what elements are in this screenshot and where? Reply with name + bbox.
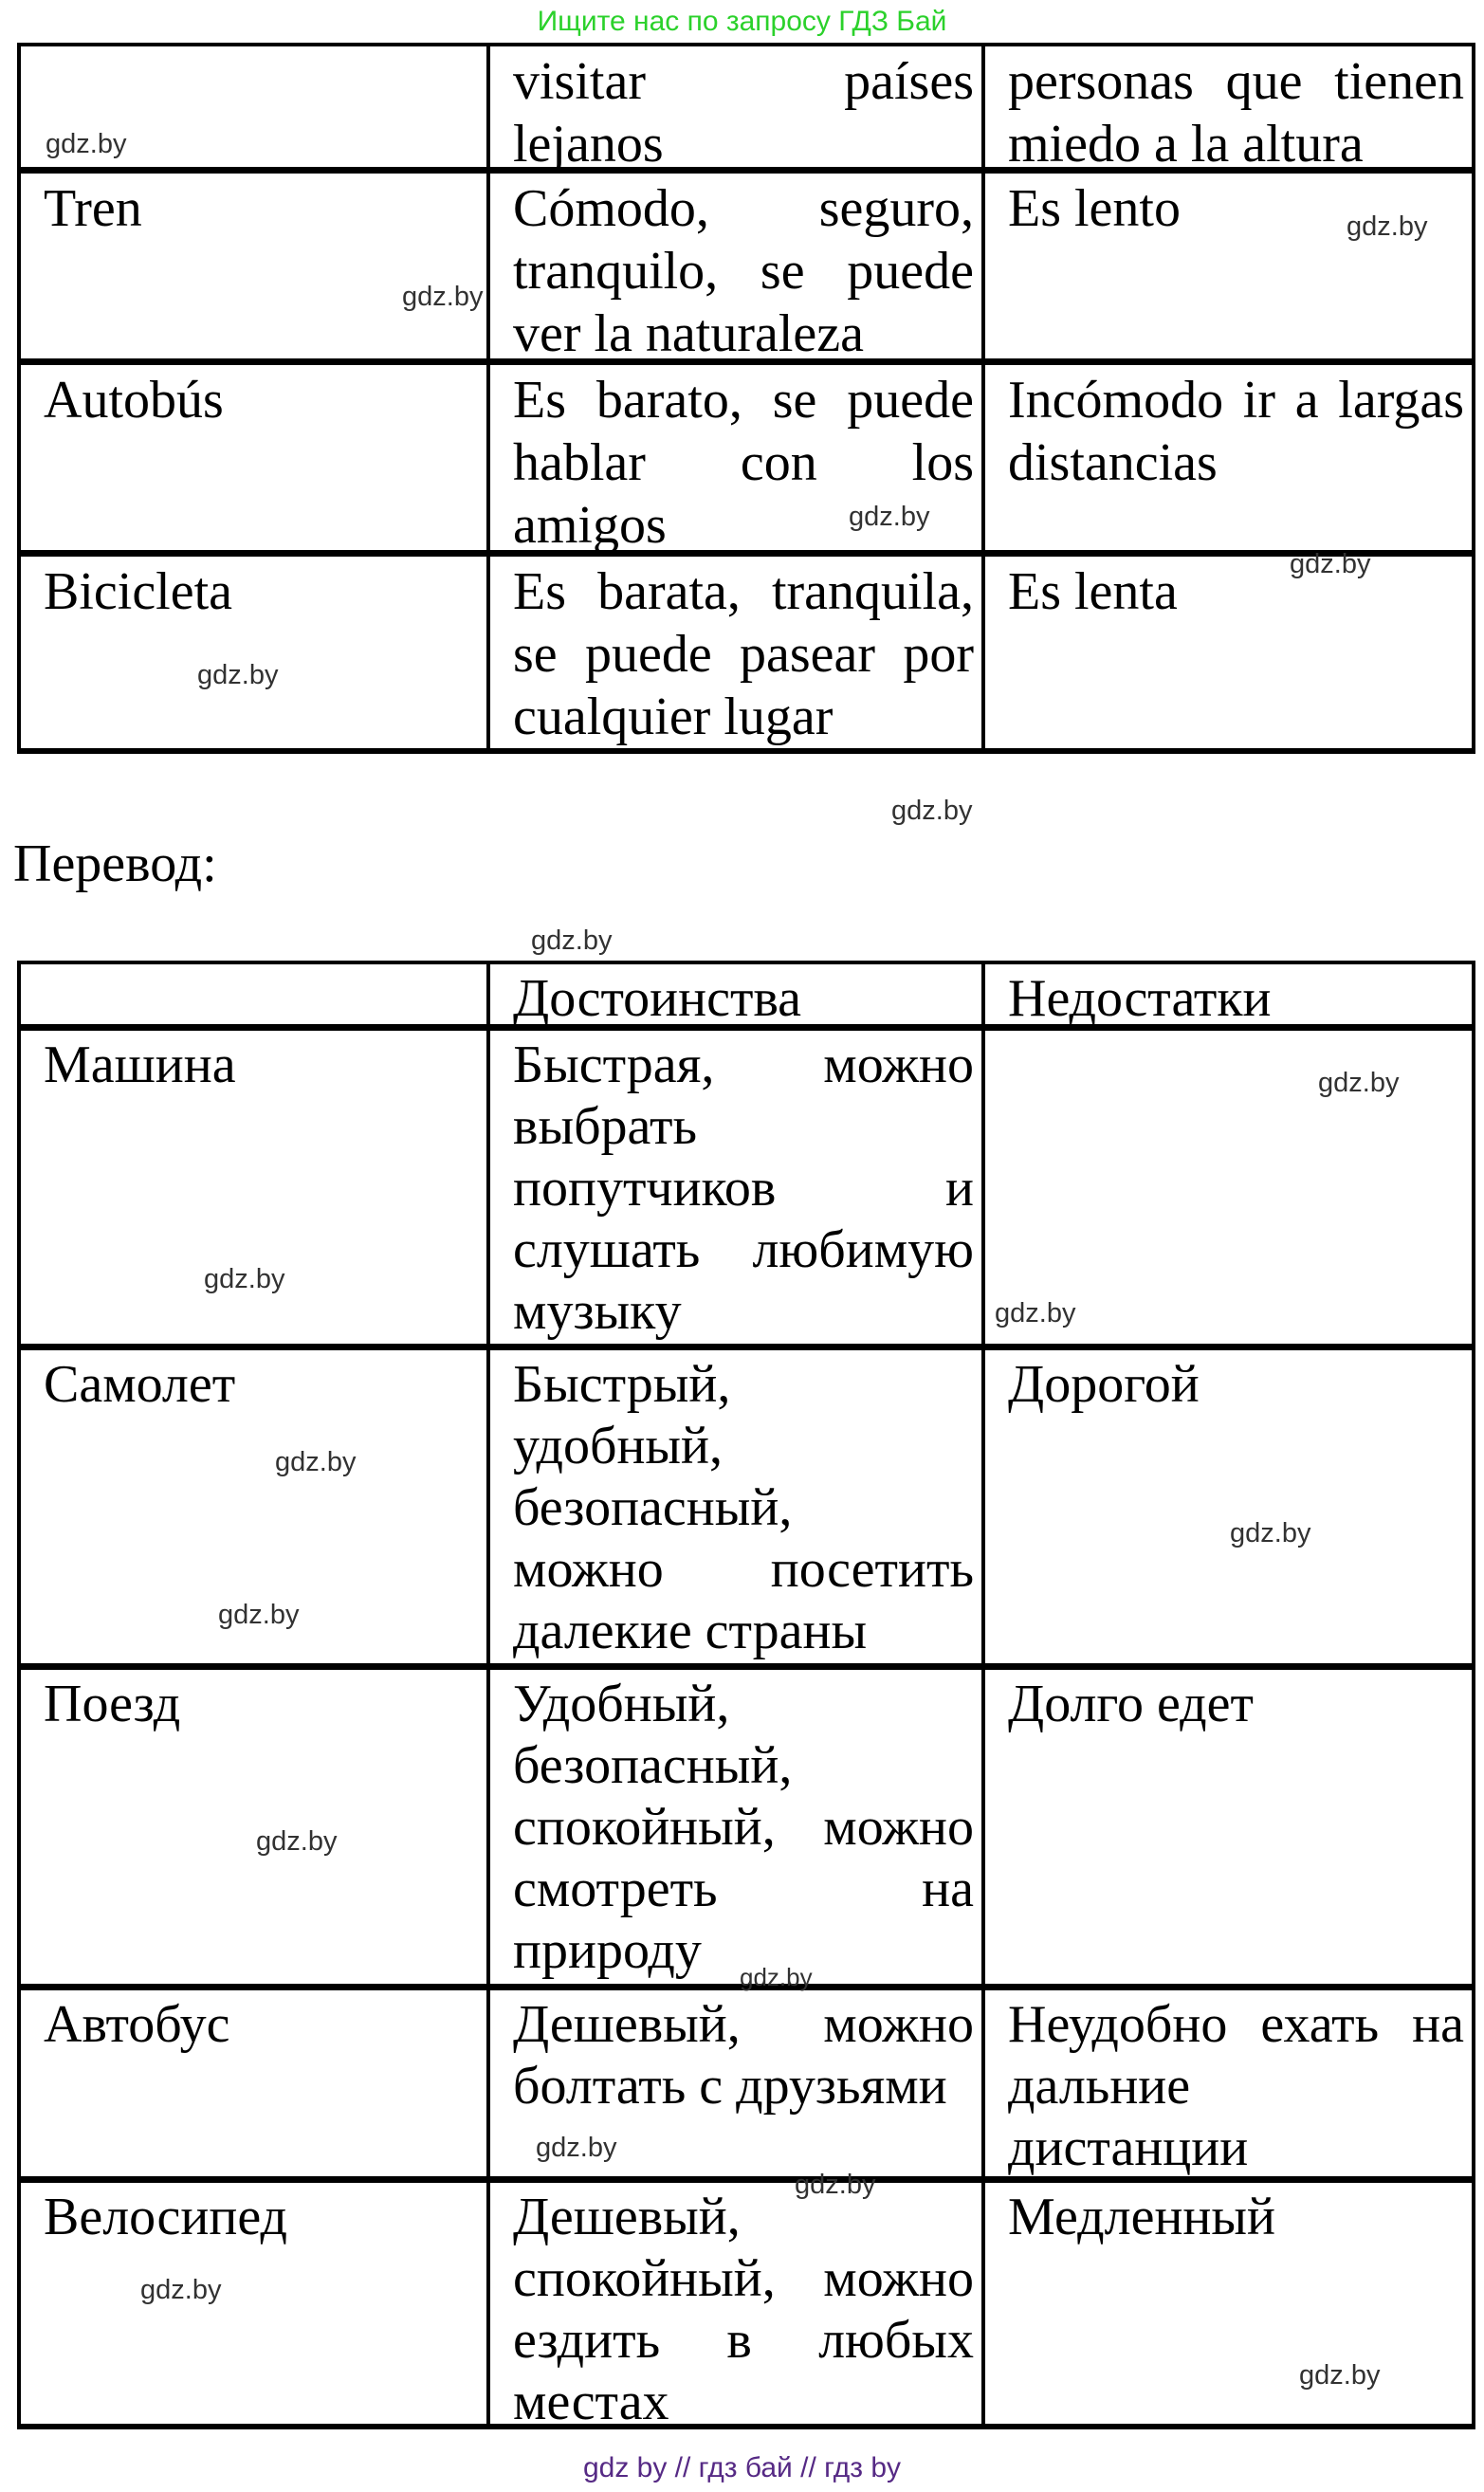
ru-row0-cons-cell [985, 1031, 1472, 1350]
ru-row1-vehicle-cell [21, 1350, 490, 1670]
es-row2-pros-cell [490, 365, 985, 557]
es-row1-cons-cell [985, 174, 1472, 365]
cons-text: Es lento [1008, 179, 1181, 238]
gdz-watermark: gdz.by [536, 2133, 617, 2163]
vehicle-label: Autobús [44, 371, 224, 430]
ru-row4-pros-cell: Дешевый, спокойный, можно ездить в любых местах [490, 2183, 985, 2424]
es-row3-vehicle-cell [21, 557, 490, 748]
ru-row3-cons-cell: Неудобно ехать на дальние дистанции [985, 1990, 1472, 2183]
gdz-watermark: gdz.by [204, 1264, 285, 1294]
table-russian [17, 961, 1475, 2429]
ru-row1-cons-cell [985, 1350, 1472, 1670]
ru-row1-pros-cell: Быстрый, удобный, безопасный, можно посетить далекие страны [490, 1350, 985, 1670]
cons-text: Медленный [1008, 2188, 1275, 2246]
vehicle-label: Самолет [44, 1355, 236, 1414]
gdz-watermark: gdz.by [140, 2275, 222, 2305]
gdz-watermark: gdz.by [46, 129, 127, 159]
table-spanish [17, 43, 1475, 754]
promo-banner: Ищите нас по запросу ГДЗ Бай [537, 6, 947, 37]
vehicle-label: Автобус [44, 1995, 230, 2054]
vehicle-label: Поезд [44, 1675, 181, 1733]
gdz-watermark: gdz.by [256, 1826, 338, 1857]
vehicle-label: Bicicleta [44, 562, 233, 621]
ru-row2-cons-cell: Долго едет [985, 1670, 1472, 1990]
gdz-watermark: gdz.by [995, 1298, 1076, 1328]
ru-row4-vehicle-cell [21, 2183, 490, 2424]
gdz-watermark: gdz.by [531, 925, 613, 956]
gdz-watermark: gdz.by [849, 502, 930, 532]
es-row2-cons-cell [985, 365, 1472, 579]
gdz-watermark: gdz.by [891, 796, 973, 826]
vehicle-label: Велосипед [44, 2188, 287, 2246]
es-row1-vehicle-cell [21, 174, 490, 365]
es-row3-cons-cell: Es lenta [1008, 562, 1178, 621]
es-row0-vehicle-cell [21, 46, 490, 174]
ru-row3-pros-cell [490, 1990, 985, 2200]
gdz-watermark: gdz.by [218, 1600, 300, 1630]
ru-row2-pros-cell [490, 1670, 985, 1990]
gdz-watermark: gdz.by [1299, 2360, 1381, 2391]
gdz-watermark: gdz.by [1290, 549, 1371, 579]
gdz-watermark: gdz.by [197, 660, 279, 690]
ru-row0-pros-cell: Быстрая, можно выбрать попутчиков и слушать любимую музыку [490, 1031, 985, 1350]
es-row0-cons-cell: personas que tienen miedo a la altura [985, 46, 1472, 174]
gdz-watermark: gdz.by [1318, 1068, 1400, 1098]
vehicle-label: Tren [44, 179, 142, 238]
translation-heading: Перевод: [13, 834, 217, 893]
ru-row3-vehicle-cell [21, 1990, 490, 2183]
gdz-watermark: gdz.by [740, 1963, 813, 1991]
es-row1-pros-cell: Cómodo, seguro, tranquilo, se puede ver la naturaleza [490, 174, 985, 365]
ru-row0-vehicle-cell [21, 1031, 490, 1350]
es-row2-vehicle-cell [21, 365, 490, 557]
gdz-watermark: gdz.by [1347, 211, 1428, 242]
ru-header-vehicle-cell [21, 964, 490, 1031]
gdz-watermark: gdz.by [1230, 1518, 1311, 1548]
cons-text: Дорогой [1008, 1355, 1200, 1414]
es-row3-pros-cell: Es barata, tranquila, se puede pasear por cualquier lugar [490, 557, 985, 748]
pros-text: Дешевый, можно болтать с друзьями [513, 1995, 974, 2116]
es-row0-pros-cell: visitar países lejanos [490, 46, 985, 174]
ru-row4-cons-cell [985, 2183, 1472, 2424]
ru-header-pros-cell: Достоинства [490, 964, 985, 1031]
vehicle-label: Машина [44, 1035, 236, 1094]
gdz-watermark: gdz.by [275, 1447, 357, 1477]
footer-banner: gdz by // гдз бай // гдз by [582, 2452, 902, 2483]
ru-header-cons-cell: Недостатки [985, 964, 1472, 1031]
gdz-watermark: gdz.by [402, 282, 484, 312]
pros-text: Удобный, безопасный, спокойный, можно смотреть на природу [513, 1675, 974, 1980]
pros-text: Es barato, se puede hablar con los amigos [513, 371, 974, 555]
ru-row2-vehicle-cell [21, 1670, 490, 1990]
cons-text: Incómodo ir a largas distancias [1008, 371, 1464, 492]
gdz-watermark: gdz.by [795, 2170, 876, 2200]
